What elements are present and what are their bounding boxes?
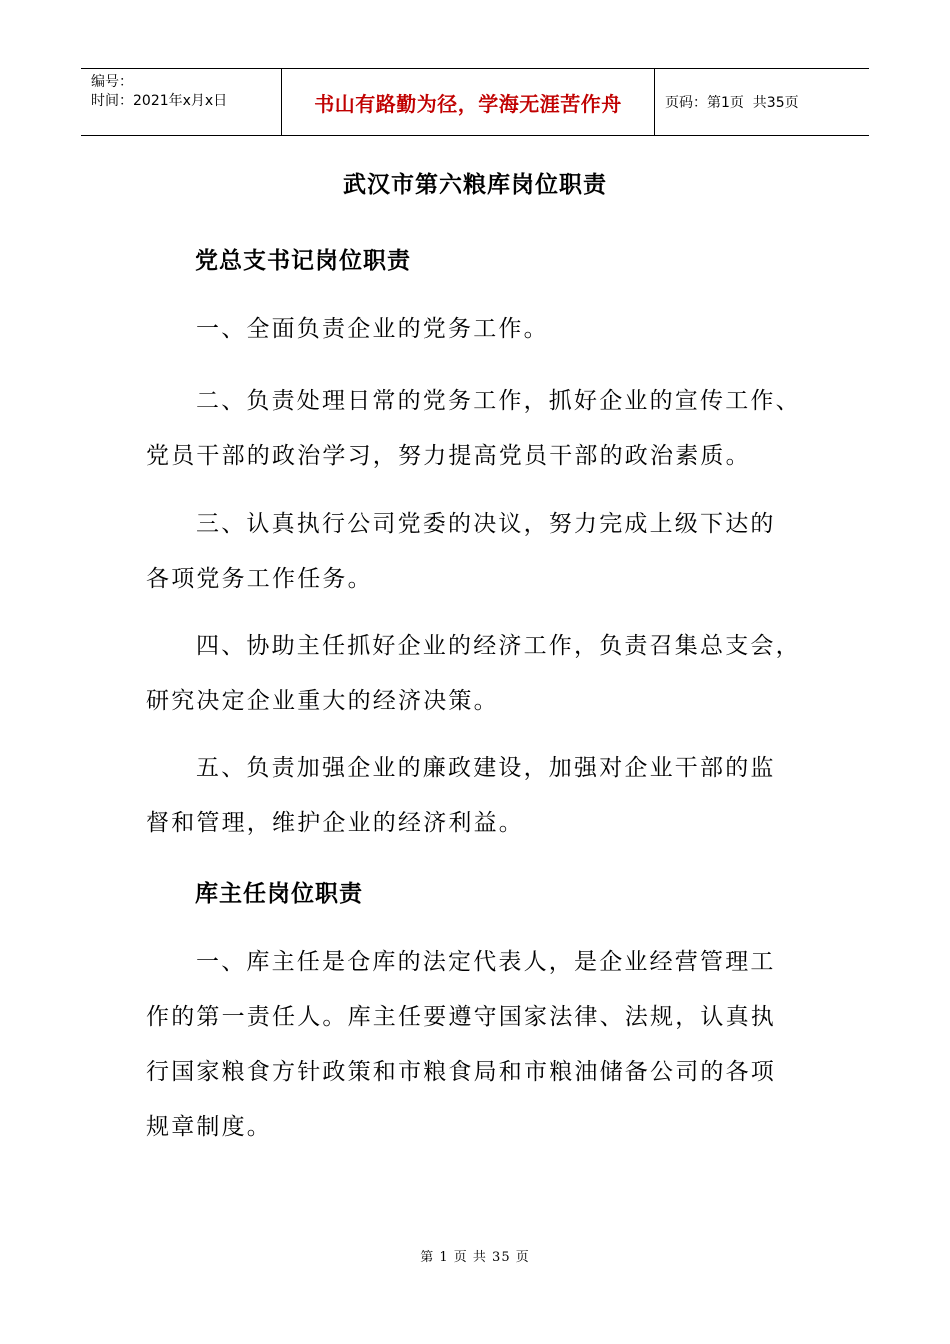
footer-page-number: 第 1 页 共 35 页 — [420, 1250, 530, 1265]
section-heading-warehouse-director: 库主任岗位职责 — [195, 880, 363, 907]
paragraph-line: 二、负责处理日常的党务工作，抓好企业的宣传工作、 — [196, 388, 801, 414]
paragraph-line: 作的第一责任人。库主任要遵守国家法律、法规，认真执 — [146, 1004, 776, 1030]
document-number-label: 编号： — [91, 74, 133, 90]
header-page-info-text: 页码：第1页 共35页 — [665, 95, 799, 111]
paragraph-line: 一、库主任是仓库的法定代表人，是企业经营管理工 — [196, 949, 776, 975]
section-heading-party-secretary: 党总支书记岗位职责 — [195, 247, 411, 274]
paragraph-line: 五、负责加强企业的廉政建设，加强对企业干部的监 — [196, 755, 776, 781]
paragraph-line: 党员干部的政治学习，努力提高党员干部的政治素质。 — [146, 443, 751, 469]
header-page-info — [655, 69, 869, 135]
paragraph-line: 规章制度。 — [146, 1114, 272, 1140]
paragraph-line: 三、认真执行公司党委的决议，努力完成上级下达的 — [196, 511, 776, 537]
paragraph-line: 各项党务工作任务。 — [146, 566, 373, 592]
header-meta — [81, 69, 282, 135]
paragraph — [146, 935, 806, 1155]
paragraph-line: 一、全面负责企业的党务工作。 — [196, 316, 549, 342]
paragraph — [146, 619, 806, 729]
paragraph — [146, 302, 806, 357]
page-header — [81, 68, 869, 136]
header-motto: 书山有路勤为径，学海无涯苦作舟 — [282, 69, 655, 135]
paragraph — [146, 497, 806, 607]
paragraph — [146, 374, 806, 484]
page-footer — [0, 1246, 950, 1265]
paragraph-line: 研究决定企业重大的经济决策。 — [146, 688, 499, 714]
paragraph-line: 四、协助主任抓好企业的经济工作，负责召集总支会， — [196, 633, 801, 659]
document-title: 武汉市第六粮库岗位职责 — [343, 171, 607, 198]
document-date: 时间：2021年x月x日 — [91, 93, 228, 109]
paragraph-line: 行国家粮食方针政策和市粮食局和市粮油储备公司的各项 — [146, 1059, 776, 1085]
paragraph — [146, 741, 806, 851]
paragraph-line: 督和管理，维护企业的经济利益。 — [146, 810, 524, 836]
